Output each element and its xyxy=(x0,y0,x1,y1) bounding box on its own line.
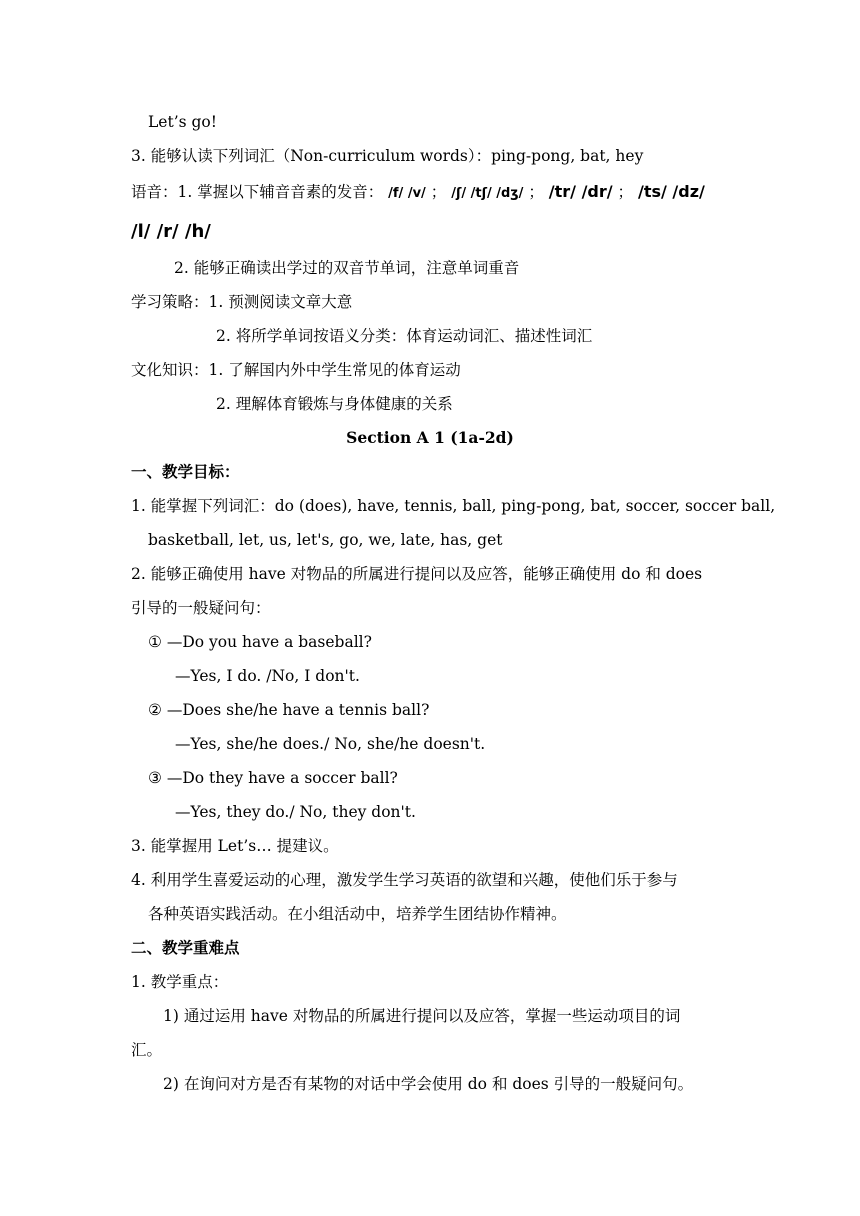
dialogue-line: ② —Does she/he have a tennis ball? xyxy=(148,701,430,719)
text-line: 学习策略：1. 预测阅读文章大意 xyxy=(131,293,353,311)
dialogue-line: ③ —Do they have a soccer ball? xyxy=(148,769,398,787)
text-line: 3. 能够认读下列词汇（Non-curriculum words）：ping-pong, bat, hey xyxy=(131,147,644,165)
separator: ； xyxy=(617,183,634,201)
text-segment: 语音：1. 掌握以下辅音音素的发音： xyxy=(131,183,384,201)
dialogue-line: —Yes, I do. /No, I don't. xyxy=(175,667,360,685)
phonetic-symbols: /l/ /r/ /h/ xyxy=(131,221,211,242)
phonetic-symbols: /tr/ /dr/ xyxy=(548,182,613,201)
text-line: 引导的一般疑问句： xyxy=(131,599,271,617)
text-line: 2) 在询问对方是否有某物的对话中学会使用 do 和 does 引导的一般疑问句。 xyxy=(163,1075,694,1093)
text-line: 2. 能够正确使用 have 对物品的所属进行提问以及应答，能够正确使用 do 和 does xyxy=(131,565,703,583)
text-line: 2. 将所学单词按语义分类：体育运动词汇、描述性词汇 xyxy=(216,327,593,345)
phonetic-symbols: /ʃ/ /tʃ/ /dʒ/ xyxy=(451,186,524,201)
text-line: 2. 理解体育锻炼与身体健康的关系 xyxy=(216,395,453,413)
text-line: 文化知识：1. 了解国内外中学生常见的体育运动 xyxy=(131,361,461,379)
text-line: 2. 能够正确读出学过的双音节单词，注意单词重音 xyxy=(174,259,520,277)
phonetics-line xyxy=(131,222,211,242)
text-line: 1. 能掌握下列词汇：do (does), have, tennis, ball, ping-pong, bat, soccer, soccer ball, xyxy=(131,497,776,515)
section-title: Section A 1 (1a-2d) xyxy=(346,428,514,447)
heading: 一、教学目标： xyxy=(131,462,240,481)
text-line: 汇。 xyxy=(131,1041,163,1059)
text-line: 各种英语实践活动。在小组活动中，培养学生团结协作精神。 xyxy=(148,905,567,923)
heading: 二、教学重难点 xyxy=(131,938,240,957)
text-line: 3. 能掌握用 Let’s… 提建议。 xyxy=(131,837,339,855)
phonetic-symbols: /f/ /v/ xyxy=(388,186,426,201)
text-line: basketball, let, us, let's, go, we, late, has, get xyxy=(148,531,503,549)
dialogue-line: —Yes, she/he does./ No, she/he doesn't. xyxy=(175,735,486,753)
phonetic-symbols: /ts/ /dz/ xyxy=(638,182,705,201)
separator: ； xyxy=(528,183,544,201)
phonetics-line xyxy=(131,182,705,204)
text-line: 1) 通过运用 have 对物品的所属进行提问以及应答，掌握一些运动项目的词 xyxy=(163,1007,681,1025)
separator: ； xyxy=(430,183,447,201)
text-line: 1. 教学重点： xyxy=(131,973,229,991)
text-line: Let’s go! xyxy=(148,113,217,131)
dialogue-line: —Yes, they do./ No, they don't. xyxy=(175,803,416,821)
text-line: 4. 利用学生喜爱运动的心理，激发学生学习英语的欲望和兴趣，使他们乐于参与 xyxy=(131,871,678,889)
dialogue-line: ① —Do you have a baseball? xyxy=(148,633,372,651)
